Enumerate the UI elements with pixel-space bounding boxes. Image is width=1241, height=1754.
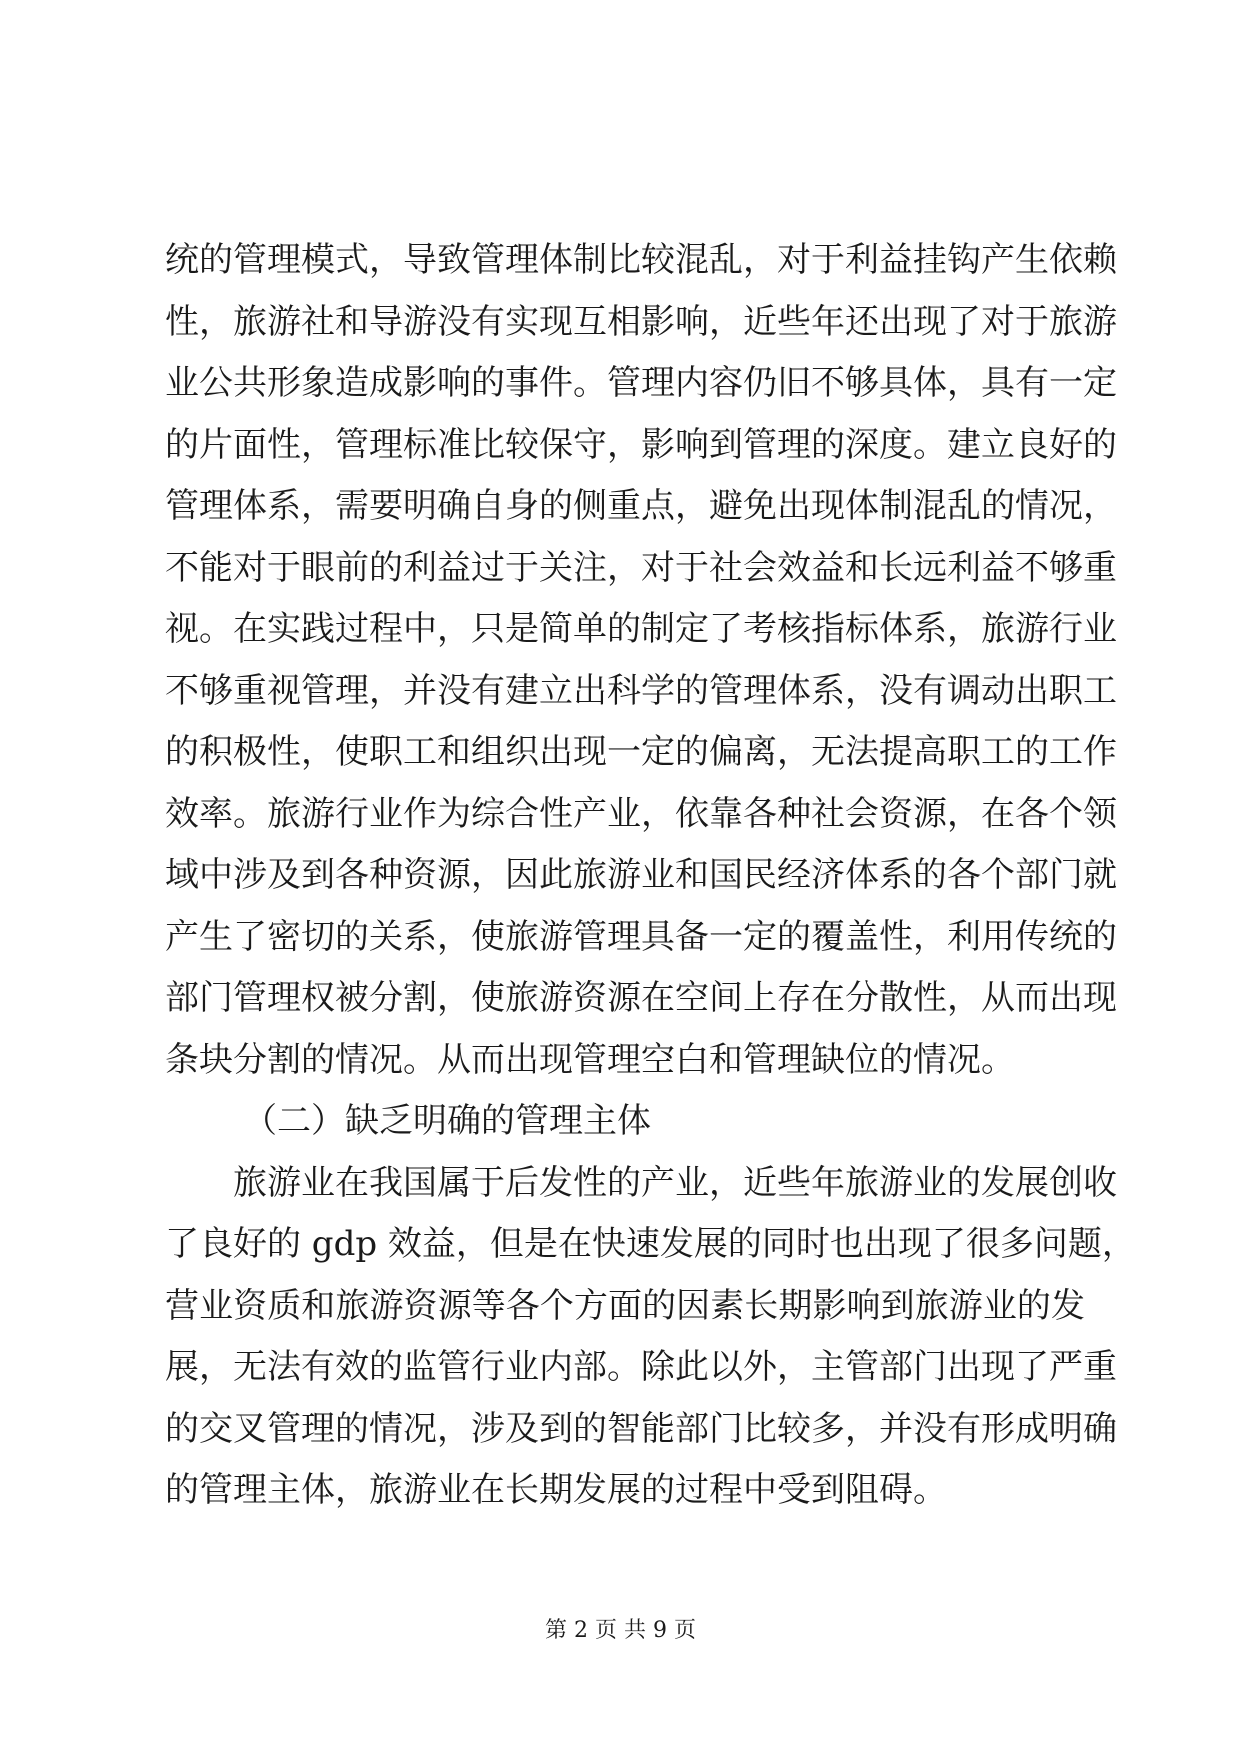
text-line: 视。在实践过程中，只是简单的制定了考核指标体系，旅游行业 [165, 609, 1117, 649]
document-body [165, 230, 1136, 1522]
text-line: 的交叉管理的情况，涉及到的智能部门比较多，并没有形成明确 [165, 1408, 1117, 1449]
text-line: 效率。旅游行业作为综合性产业，依靠各种社会资源，在各个领 [165, 793, 1117, 834]
section-heading: （二）缺乏明确的管理主体 [243, 1101, 651, 1141]
text-line: 域中涉及到各种资源，因此旅游业和国民经济体系的各个部门就 [165, 855, 1117, 895]
text-line: 不能对于眼前的利益过于关注，对于社会效益和长远利益不够重 [165, 547, 1117, 588]
text-line: 性，旅游社和导游没有实现互相影响，近些年还出现了对于旅游 [165, 301, 1117, 342]
text-line: 营业资质和旅游资源等各个方面的因素长期影响到旅游业的发 [165, 1285, 1085, 1326]
paragraph-2 [165, 1153, 1136, 1522]
text-line: 展，无法有效的监管行业内部。除此以外，主管部门出现了严重 [165, 1347, 1117, 1387]
text-line: 旅游业在我国属于后发性的产业，近些年旅游业的发展创收 [233, 1162, 1117, 1203]
text-line: 的管理主体，旅游业在长期发展的过程中受到阻碍。 [165, 1470, 947, 1510]
text-line: 统的管理模式，导致管理体制比较混乱，对于利益挂钩产生依赖 [165, 240, 1117, 280]
text-line: 的积极性，使职工和组织出现一定的偏离，无法提高职工的工作 [165, 732, 1117, 772]
text-line: 的片面性，管理标准比较保守，影响到管理的深度。建立良好的 [165, 424, 1117, 465]
text-line: 条块分割的情况。从而出现管理空白和管理缺位的情况。 [165, 1039, 1015, 1080]
text-line: 部门管理权被分割，使旅游资源在空间上存在分散性，从而出现 [165, 978, 1117, 1018]
page-number-footer: 第 2 页 共 9 页 [545, 1618, 696, 1643]
text-line: 业公共形象造成影响的事件。管理内容仍旧不够具体，具有一定 [165, 363, 1117, 403]
text-line: 产生了密切的关系，使旅游管理具备一定的覆盖性，利用传统的 [165, 916, 1117, 957]
text-line: 不够重视管理，并没有建立出科学的管理体系，没有调动出职工 [165, 670, 1117, 711]
text-line: 了良好的 gdp 效益，但是在快速发展的同时也出现了很多问题， [165, 1224, 1136, 1264]
paragraph-1 [165, 230, 1117, 1091]
text-line: 管理体系，需要明确自身的侧重点，避免出现体制混乱的情况， [165, 486, 1117, 526]
